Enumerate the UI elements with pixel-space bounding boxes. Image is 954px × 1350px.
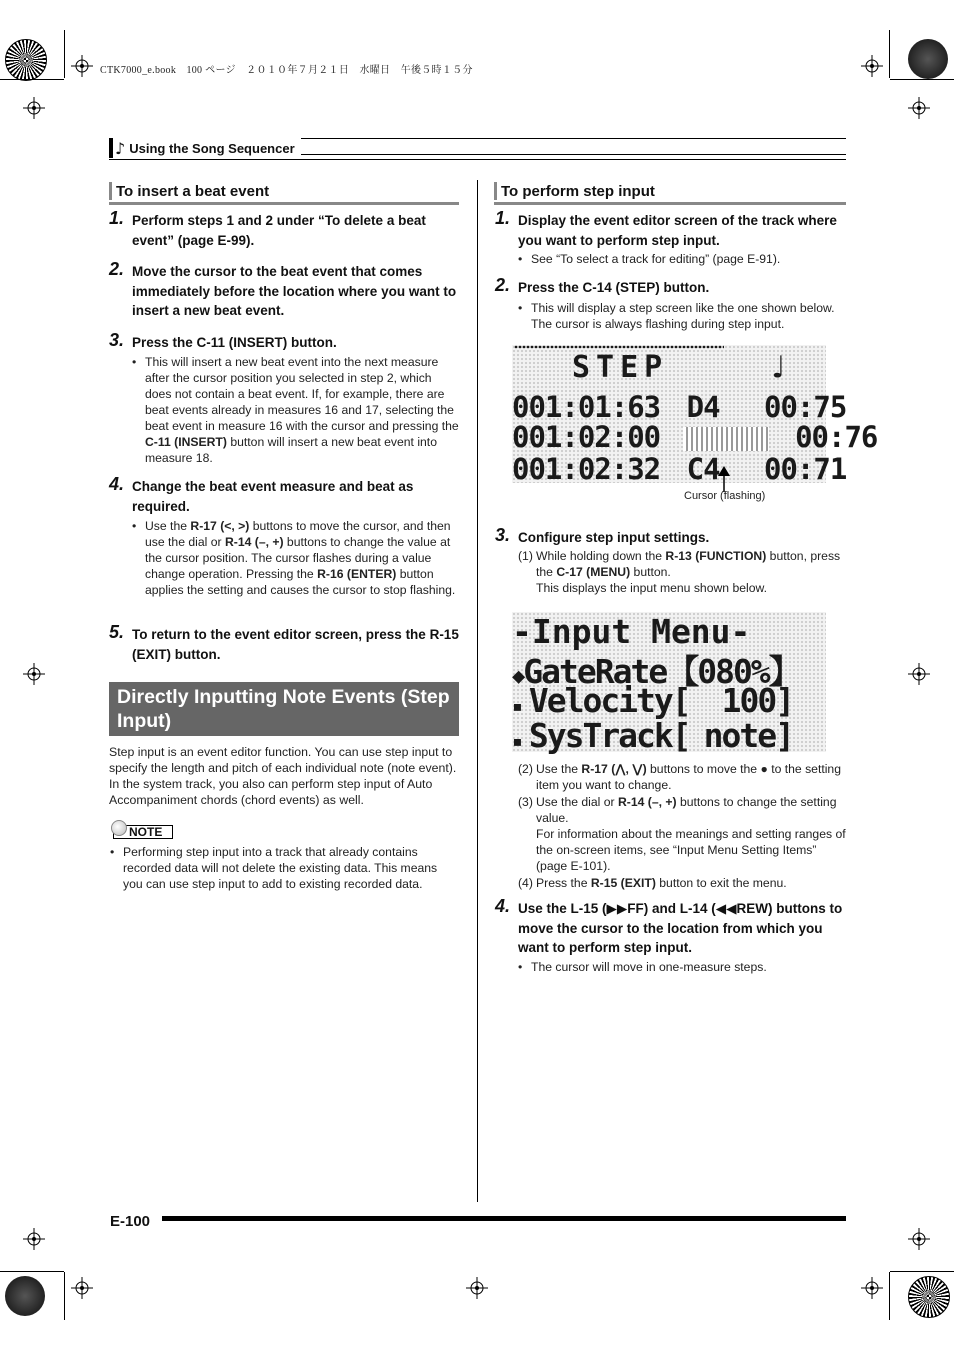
crosshair-icon — [908, 97, 930, 119]
crosshair-icon — [71, 55, 93, 77]
crosshair-icon — [908, 663, 930, 685]
crop-mark — [890, 79, 954, 80]
crop-mark — [0, 1271, 64, 1272]
input-menu-lcd — [512, 612, 826, 755]
page-number: E-100 — [110, 1213, 151, 1230]
cursor-caption: Cursor (flashing) — [684, 490, 766, 502]
note-label: NOTE — [113, 825, 173, 839]
right-step-4-bullet: • The cursor will move in one-measure steps. — [518, 960, 767, 974]
step3-sub-1: (1) While holding down the R-13 (FUNCTION) button, press the C-17 (MENU) button. This displays the input menu shown below. — [518, 549, 841, 595]
left-step-5: 5. To return to the event editor screen, press the R-15 (EXIT) button. — [109, 622, 459, 662]
crop-mark — [64, 1272, 65, 1320]
lcd-step-title: STEP — [572, 350, 669, 385]
lcd-menu-title: -Input Menu- — [512, 612, 751, 651]
registration-target-top-left — [5, 39, 47, 81]
left-step-2: 2. Move the cursor to the beat event that comes immediately before the location where you want to insert a new beat event. — [109, 259, 457, 318]
step3-sub-3: (3) Use the dial or R-14 (–, +) buttons to change the setting value. For information about the meanings and setting ranges of the on-screen items, see “Input Menu Setting Items” (page E-101). — [518, 795, 846, 873]
crop-mark — [889, 1272, 890, 1320]
registration-target-top-right — [908, 39, 948, 79]
left-step-1: 1. Perform steps 1 and 2 under “To delete a beat event” (page E-99). — [109, 208, 426, 248]
lcd-row-1: 001:01:63 D4 00:75 — [512, 390, 847, 424]
right-step-1: 1. Display the event editor screen of the track where you want to perform step input. — [495, 208, 837, 248]
crosshair-icon — [861, 1277, 883, 1299]
section-title: Using the Song Sequencer — [129, 140, 295, 156]
lcd-menu-velocity: ▪ Velocity[ 100] — [512, 681, 794, 720]
crosshair-icon — [908, 1228, 930, 1250]
crop-mark — [889, 30, 890, 78]
lcd-menu-gaterate: ◆GateRate【080%】 — [512, 652, 800, 691]
intro-paragraph: Step input is an event editor function. You can use step input to specify the length and pitch of each individual note (note event). In the system track, you also can perform step input of Auto Accompaniment chords (chord events) as well. — [109, 745, 457, 807]
print-metadata: CTK7000_e.book 100 ページ ２０１０年７月２１日 水曜日 午後５時１５分 — [100, 65, 473, 76]
section-heading: Directly Inputting Note Events (Step Input) — [109, 682, 459, 736]
right-step-2: 2. Press the C-14 (STEP) button. — [495, 275, 710, 295]
footer-rule — [162, 1216, 846, 1221]
left-step-4-bullet: • Use the R-17 (<, >) buttons to move the cursor, and then use the dial or R-14 (–, +) buttons to change the value at the cursor position. The cursor flashes during a value change operation. Pressing the R-16 (ENTER) button applies the setting and causes the cursor to stop flashing. — [132, 519, 456, 597]
note-bullet: • Performing step input into a track that already contains recorded data will not delete the existing data. This means you can use step input to add to existing recorded data. — [110, 845, 438, 891]
flashing-cursor — [683, 427, 769, 451]
header-block — [109, 138, 113, 158]
crosshair-icon — [466, 1277, 488, 1299]
left-step-4: 4. Change the beat event measure and beat as required. — [109, 474, 414, 514]
left-step-3-bullet: • This will insert a new beat event into the next measure after the cursor position you selected in step 2, which does not contain a beat event. If, for example, there are beat events already in measures 16 and 17, selecting the beat event in measure 16 with the cursor and pressing the C-11 (INSERT) button will insert a new beat event into measure 18. — [132, 355, 459, 465]
lcd-row-3: 001:02:32 C4 00:71 — [512, 452, 847, 486]
lightbulb-icon — [111, 820, 127, 836]
step-screen-lcd — [512, 345, 878, 486]
step3-sub-4: (4) Press the R-15 (EXIT) button to exit the menu. — [518, 876, 787, 890]
crosshair-icon — [23, 1228, 45, 1250]
column-divider — [477, 180, 478, 1202]
right-step-3: 3. Configure step input settings. — [495, 525, 710, 545]
running-header — [109, 138, 846, 160]
right-step-1-bullet: • See “To select a track for editing” (page E-91). — [518, 252, 781, 266]
registration-target-bottom-left — [5, 1276, 45, 1316]
lcd-row-2: 001:02:00 00:76 — [512, 420, 878, 454]
registration-target-bottom-right — [908, 1276, 950, 1318]
right-step-4: 4. Use the L-15 (▶▶FF) and L-14 (◀◀REW) buttons to move the cursor to the location from which you want to perform step input. — [495, 896, 843, 955]
crosshair-icon — [71, 1277, 93, 1299]
music-note-icon: ♪ — [115, 138, 126, 158]
crosshair-icon — [23, 663, 45, 685]
header-tab — [109, 138, 301, 158]
crop-mark — [64, 30, 65, 78]
crop-mark — [0, 79, 64, 80]
cursor-arrow-icon — [718, 466, 730, 492]
crosshair-icon — [861, 55, 883, 77]
crosshair-icon — [23, 97, 45, 119]
right-step-2-bullet: • This will display a step screen like the one shown below. The cursor is always flashing during step input. — [518, 301, 835, 331]
quarter-note-icon: ♩ — [768, 348, 788, 386]
step-input-heading: To perform step input — [494, 180, 846, 205]
insert-beat-heading: To insert a beat event — [109, 180, 459, 205]
step3-sub-2: (2) Use the R-17 (⋀, ⋁) buttons to move the ● to the setting item you want to change. — [518, 762, 841, 792]
left-step-3: 3. Press the C-11 (INSERT) button. — [109, 330, 337, 350]
lcd-menu-systrack: ▪ SysTrack[ note] — [512, 716, 794, 755]
crop-mark — [890, 1271, 954, 1272]
lcd-top-dots — [514, 345, 724, 349]
